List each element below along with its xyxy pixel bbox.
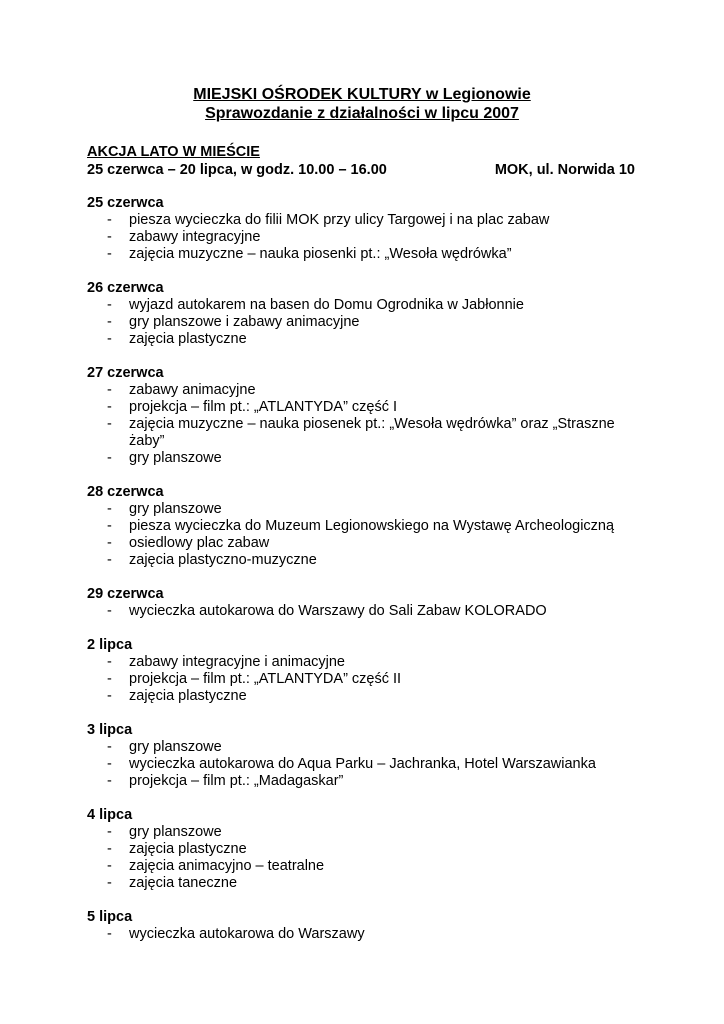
activity-text: projekcja – film pt.: „ATLANTYDA” część I [129, 399, 398, 415]
bullet-dash: - [107, 603, 112, 619]
activity-text: wyjazd autokarem na basen do Domu Ogrodnika w Jabłonnie [129, 297, 524, 313]
activity-text: gry planszowe [129, 739, 222, 755]
bullet-dash: - [107, 314, 112, 330]
activity-text: projekcja – film pt.: „ATLANTYDA” część II [129, 671, 402, 687]
bullet-dash: - [107, 501, 112, 517]
activity-item [87, 501, 649, 518]
activity-list [87, 212, 647, 263]
activity-item [87, 858, 649, 875]
activity-item [87, 688, 649, 705]
activity-text: gry planszowe i zabawy animacyjne [129, 314, 360, 330]
activity-list [87, 824, 647, 892]
activity-text: zabawy integracyjne i animacyjne [129, 654, 345, 670]
activity-item [87, 399, 649, 416]
day-block [87, 586, 647, 620]
activity-text: wycieczka autokarowa do Aqua Parku – Jachranka, Hotel Warszawianka [129, 756, 596, 772]
bullet-dash: - [107, 841, 112, 857]
activity-item [87, 773, 649, 790]
activity-list [87, 926, 647, 943]
day-list [87, 195, 647, 960]
bullet-dash: - [107, 450, 112, 466]
activity-text: zajęcia plastyczne [129, 841, 247, 857]
activity-item [87, 603, 649, 620]
bullet-dash: - [107, 688, 112, 704]
activity-list [87, 739, 647, 790]
bullet-dash: - [107, 671, 112, 687]
activity-text: projekcja – film pt.: „Madagaskar” [129, 773, 344, 789]
section-title: AKCJA LATO W MIEŚCIE [87, 144, 260, 160]
activity-item [87, 331, 649, 348]
bullet-dash: - [107, 399, 112, 415]
bullet-dash: - [107, 297, 112, 313]
activity-item [87, 841, 649, 858]
activity-item [87, 739, 649, 756]
activity-item [87, 212, 649, 229]
activity-item [87, 824, 649, 841]
activity-list [87, 501, 647, 569]
section-header [87, 143, 647, 179]
day-title: 5 lipca [87, 909, 133, 925]
activity-text: zajęcia plastyczne [129, 688, 247, 704]
day-block [87, 722, 647, 790]
section-location: MOK, ul. Norwida 10 [494, 162, 635, 178]
bullet-dash: - [107, 212, 112, 228]
activity-text: osiedlowy plac zabaw [129, 535, 270, 551]
bullet-dash: - [107, 756, 112, 772]
day-title: 25 czerwca [87, 195, 164, 211]
activity-text: zajęcia taneczne [129, 875, 238, 891]
document-subtitle: Sprawozdanie z działalności w lipcu 2007 [205, 105, 519, 122]
activity-item [87, 416, 649, 450]
bullet-dash: - [107, 518, 112, 534]
day-title: 28 czerwca [87, 484, 164, 500]
activity-item [87, 297, 649, 314]
day-title: 3 lipca [87, 722, 133, 738]
activity-item [87, 654, 649, 671]
day-block [87, 807, 647, 892]
activity-text: zajęcia plastyczne [129, 331, 247, 347]
activity-item [87, 246, 649, 263]
activity-list [87, 603, 647, 620]
activity-text: gry planszowe [129, 450, 222, 466]
activity-item [87, 552, 649, 569]
bullet-dash: - [107, 331, 112, 347]
activity-item [87, 229, 649, 246]
bullet-dash: - [107, 926, 112, 942]
activity-item [87, 314, 649, 331]
bullet-dash: - [107, 858, 112, 874]
bullet-dash: - [107, 535, 112, 551]
day-block [87, 365, 647, 467]
activity-text: piesza wycieczka do filii MOK przy ulicy Targowej i na plac zabaw [129, 212, 550, 228]
activity-text: wycieczka autokarowa do Warszawy [129, 926, 365, 942]
activity-text: gry planszowe [129, 824, 222, 840]
activity-text: zabawy animacyjne [129, 382, 256, 398]
bullet-dash: - [107, 552, 112, 568]
activity-item [87, 450, 649, 467]
activity-text: gry planszowe [129, 501, 222, 517]
activity-text: piesza wycieczka do Muzeum Legionowskiego na Wystawę Archeologiczną [129, 518, 615, 534]
activity-text: zabawy integracyjne [129, 229, 261, 245]
activity-text: zajęcia muzyczne – nauka piosenek pt.: „Wesoła wędrówka” oraz „Straszne żaby” [129, 416, 615, 449]
document-header [0, 85, 724, 123]
day-block [87, 484, 647, 569]
day-title: 2 lipca [87, 637, 133, 653]
activity-list [87, 297, 647, 348]
day-block [87, 195, 647, 263]
day-title: 4 lipca [87, 807, 133, 823]
activity-item [87, 518, 649, 535]
activity-text: zajęcia muzyczne – nauka piosenki pt.: „Wesoła wędrówka” [129, 246, 512, 262]
activity-text: zajęcia animacyjno – teatralne [129, 858, 325, 874]
activity-text: zajęcia plastyczno-muzyczne [129, 552, 317, 568]
section-dates-row [87, 161, 647, 179]
bullet-dash: - [107, 824, 112, 840]
activity-item [87, 875, 649, 892]
bullet-dash: - [107, 416, 112, 432]
activity-list [87, 654, 647, 705]
activity-item [87, 671, 649, 688]
activity-item [87, 535, 649, 552]
bullet-dash: - [107, 382, 112, 398]
day-block [87, 637, 647, 705]
activity-text: wycieczka autokarowa do Warszawy do Sali Zabaw KOLORADO [129, 603, 547, 619]
activity-item [87, 382, 649, 399]
day-title: 27 czerwca [87, 365, 164, 381]
activity-item [87, 926, 649, 943]
section-dates: 25 czerwca – 20 lipca, w godz. 10.00 – 16.00 [87, 162, 387, 178]
day-title: 29 czerwca [87, 586, 164, 602]
activity-list [87, 382, 647, 467]
activity-item [87, 756, 649, 773]
day-block [87, 280, 647, 348]
bullet-dash: - [107, 229, 112, 245]
bullet-dash: - [107, 246, 112, 262]
day-title: 26 czerwca [87, 280, 164, 296]
bullet-dash: - [107, 875, 112, 891]
day-block [87, 909, 647, 943]
document-title: MIEJSKI OŚRODEK KULTURY w Legionowie [193, 86, 531, 103]
bullet-dash: - [107, 773, 112, 789]
bullet-dash: - [107, 654, 112, 670]
bullet-dash: - [107, 739, 112, 755]
